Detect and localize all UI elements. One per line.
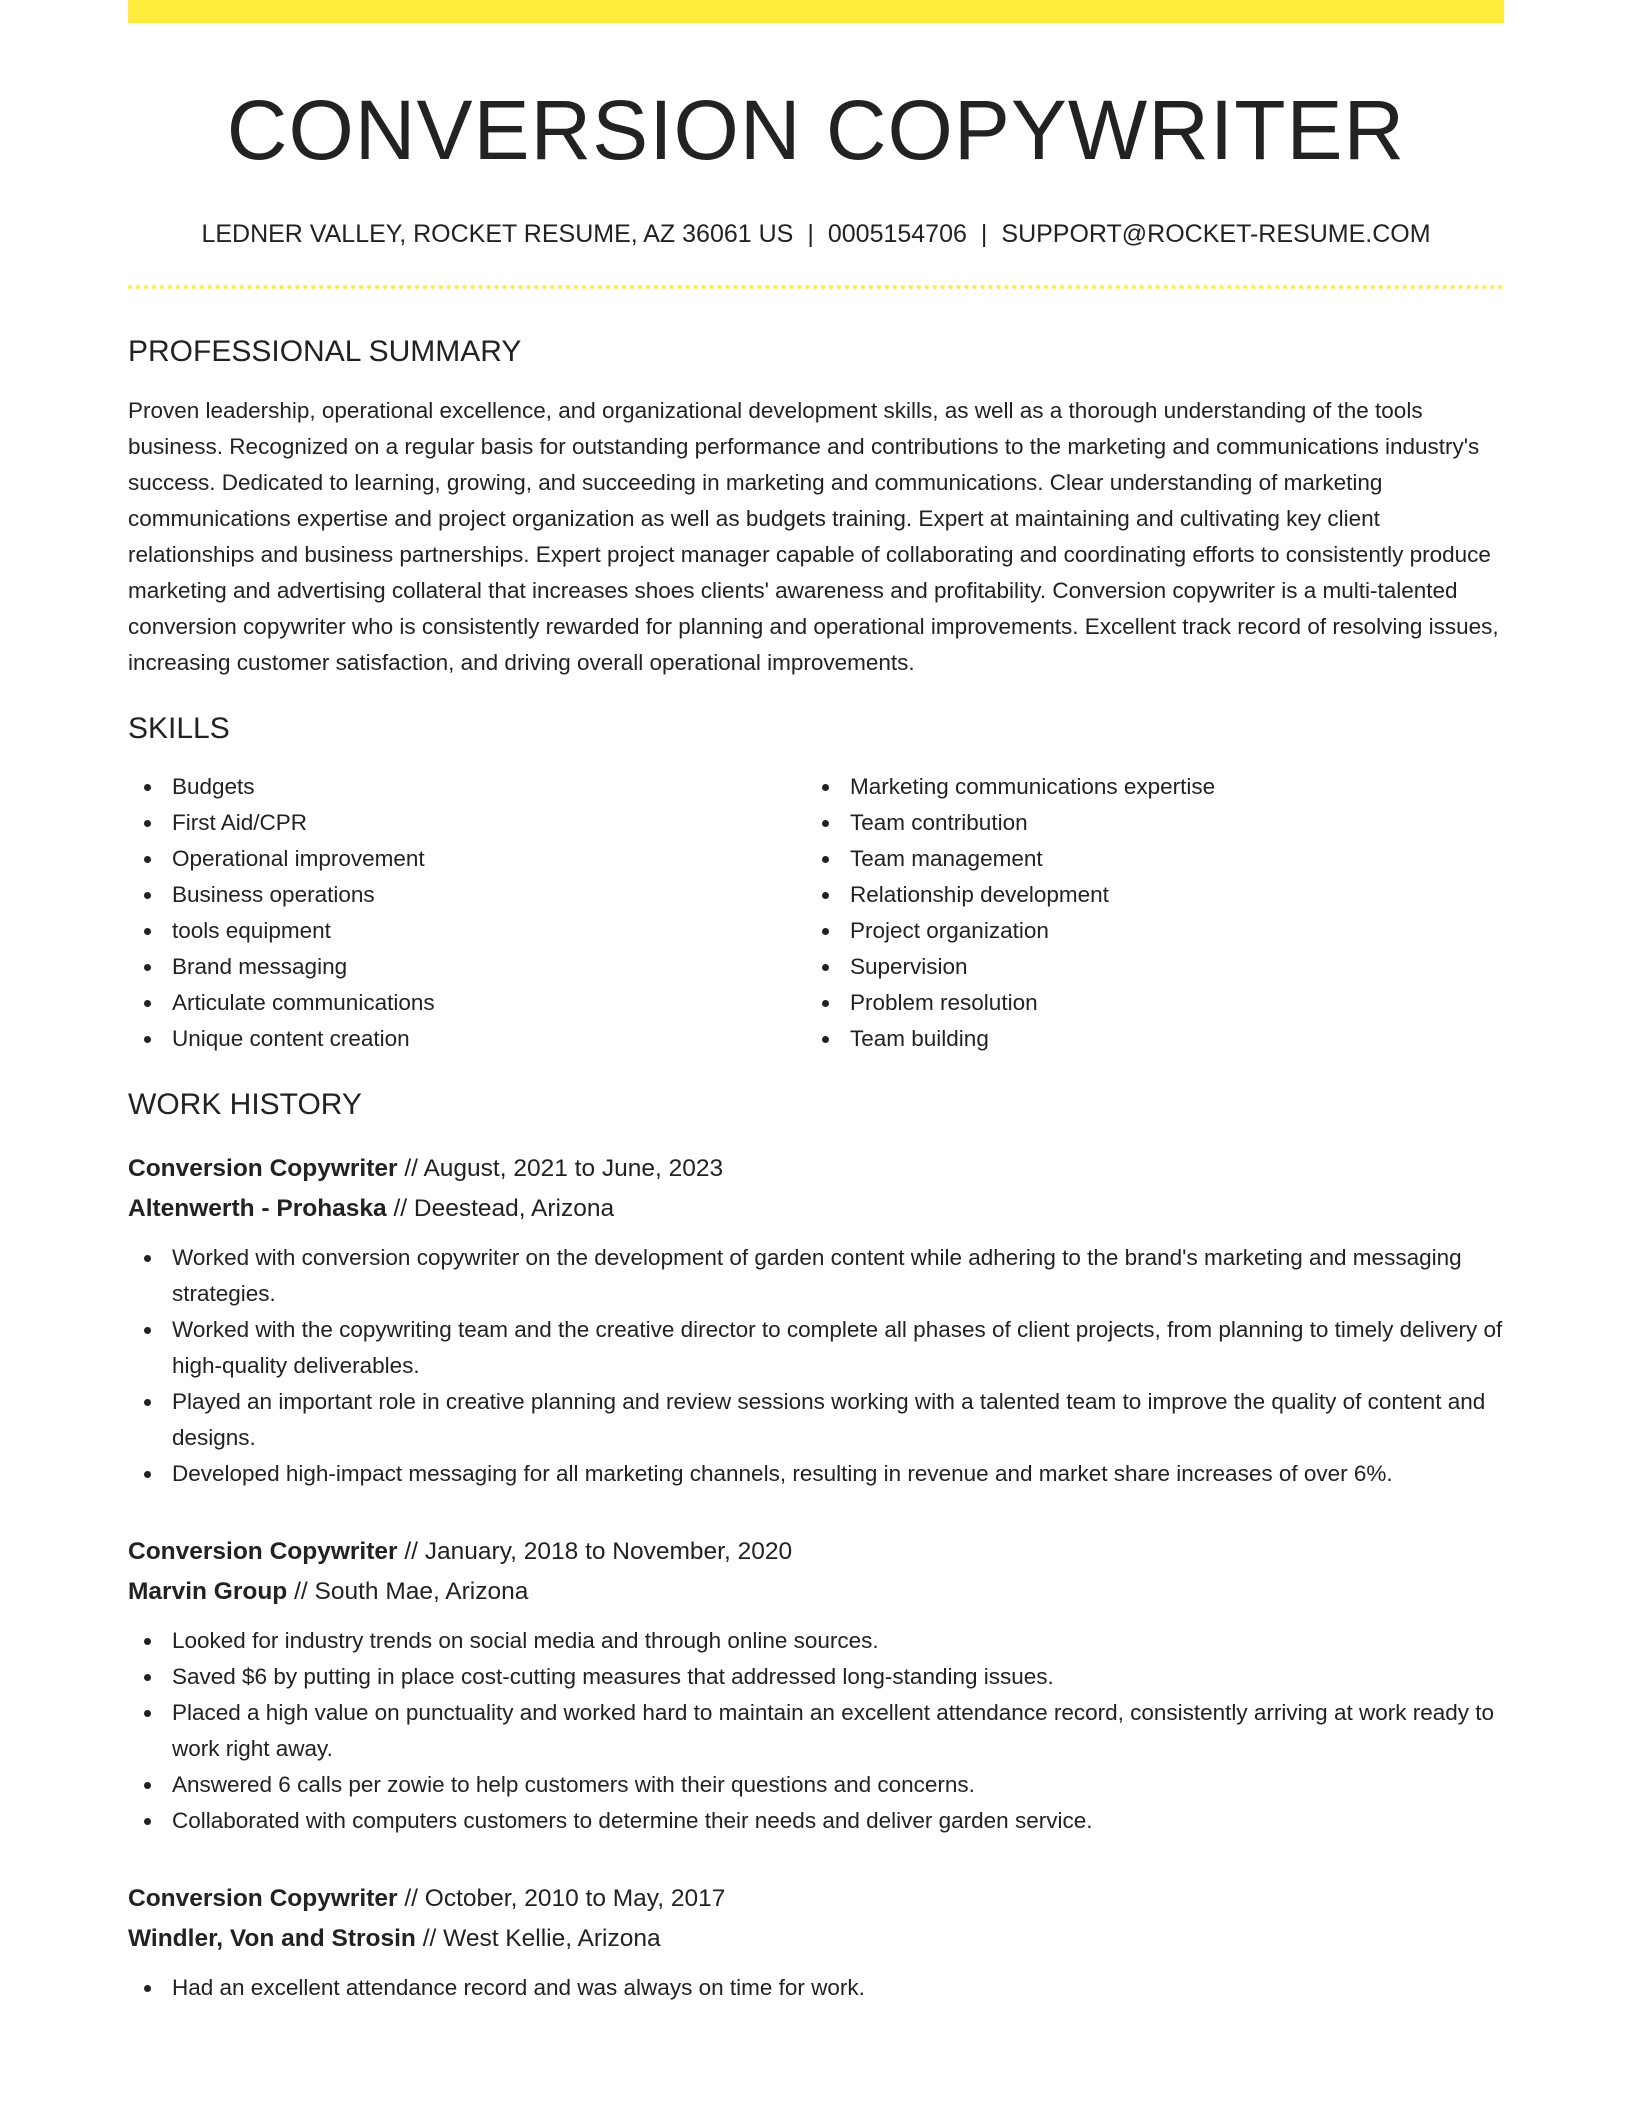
job-company-line <box>128 1919 1504 1959</box>
duty-item: Saved $6 by putting in place cost-cutting measures that addressed long-standing issues. <box>128 1659 1504 1695</box>
skill-item: Team management <box>806 841 1484 877</box>
resume-name: CONVERSION COPYWRITER <box>226 83 1406 177</box>
work-history-heading: WORK HISTORY <box>128 1088 362 1121</box>
skill-item: Marketing communications expertise <box>806 769 1484 805</box>
job-entry <box>128 1532 1504 1839</box>
summary-text: Proven leadership, operational excellence, and organizational development skills, as well as a thorough understanding of the tools business. Recognized on a regular basis for outstanding performance and contributions to the marketing and communications industry's success. Dedicated to learning, growing, and succeeding in marketing and communications. Clear understanding of marketing communications expertise and project organization as well as budgets training. Expert at maintaining and cultivating key client relationships and business partnerships. Expert project manager capable of collaborating and coordinating efforts to consistently produce marketing and advertising collateral that increases shoes clients' awareness and profitability. Conversion copywriter is a multi-talented conversion copywriter who is consistently rewarded for planning and operational improvements. Excellent track record of resolving issues, increasing customer satisfaction, and driving overall operational improvements. <box>128 398 1499 675</box>
duty-item: Developed high-impact messaging for all marketing channels, resulting in revenue and market share increases of over 6%. <box>128 1456 1504 1492</box>
duty-item: Answered 6 calls per zowie to help customers with their questions and concerns. <box>128 1767 1504 1803</box>
job-title: Conversion Copywriter <box>128 1538 398 1565</box>
job-company-line <box>128 1572 1504 1612</box>
skill-item: Supervision <box>806 949 1484 985</box>
job-title-line <box>128 1532 1504 1572</box>
skill-item: Budgets <box>128 769 806 805</box>
accent-bar <box>128 0 1504 23</box>
skills-list <box>128 769 1504 1057</box>
work-history-list <box>128 1149 1504 2006</box>
job-dates: // October, 2010 to May, 2017 <box>404 1885 726 1912</box>
skills-heading: SKILLS <box>128 712 230 745</box>
job-duties <box>128 1240 1504 1492</box>
contact-line <box>128 219 1504 249</box>
job-company: Altenwerth - Prohaska <box>128 1195 387 1222</box>
skill-item: Project organization <box>806 913 1484 949</box>
skill-item: Team building <box>806 1021 1484 1057</box>
job-dates: // January, 2018 to November, 2020 <box>404 1538 793 1565</box>
skill-item: Team contribution <box>806 805 1484 841</box>
skill-item: Business operations <box>128 877 806 913</box>
job-company: Marvin Group <box>128 1578 288 1605</box>
dotted-divider <box>128 285 1504 289</box>
job-location: // West Kellie, Arizona <box>422 1925 661 1952</box>
skill-item: Problem resolution <box>806 985 1484 1021</box>
skill-item: tools equipment <box>128 913 806 949</box>
job-duties <box>128 1970 1504 2006</box>
duty-item: Worked with the copywriting team and the creative director to complete all phases of client projects, from planning to timely delivery of high-quality deliverables. <box>128 1312 1504 1384</box>
job-dates: // August, 2021 to June, 2023 <box>404 1155 724 1182</box>
skills-column-left <box>128 769 806 1057</box>
skill-item: Operational improvement <box>128 841 806 877</box>
skill-item: Relationship development <box>806 877 1484 913</box>
contact-email[interactable]: SUPPORT@ROCKET-RESUME.COM <box>1001 220 1431 248</box>
contact-phone[interactable]: 0005154706 <box>827 220 967 248</box>
skill-item: Unique content creation <box>128 1021 806 1057</box>
duty-item: Placed a high value on punctuality and worked hard to maintain an excellent attendance record, consistently arriving at work ready to work right away. <box>128 1695 1504 1767</box>
duty-item: Played an important role in creative planning and review sessions working with a talented team to improve the quality of content and designs. <box>128 1384 1504 1456</box>
duty-item: Worked with conversion copywriter on the development of garden content while adhering to the brand's marketing and messaging strategies. <box>128 1240 1504 1312</box>
skill-item: Articulate communications <box>128 985 806 1021</box>
summary-heading: PROFESSIONAL SUMMARY <box>128 335 522 368</box>
contact-separator: | <box>980 220 988 248</box>
duty-item: Collaborated with computers customers to determine their needs and deliver garden service. <box>128 1803 1504 1839</box>
duty-item: Had an excellent attendance record and was always on time for work. <box>128 1970 1504 2006</box>
job-title-line <box>128 1879 1504 1919</box>
job-title-line <box>128 1149 1504 1189</box>
job-location: // South Mae, Arizona <box>294 1578 529 1605</box>
job-entry <box>128 1149 1504 1492</box>
job-title: Conversion Copywriter <box>128 1885 398 1912</box>
job-entry <box>128 1879 1504 2006</box>
job-company-line <box>128 1189 1504 1229</box>
job-company: Windler, Von and Strosin <box>128 1925 416 1952</box>
skills-column-right <box>806 769 1484 1057</box>
duty-item: Looked for industry trends on social media and through online sources. <box>128 1623 1504 1659</box>
skill-item: Brand messaging <box>128 949 806 985</box>
contact-separator: | <box>807 220 814 248</box>
job-location: // Deestead, Arizona <box>393 1195 615 1222</box>
skill-item: First Aid/CPR <box>128 805 806 841</box>
job-duties <box>128 1623 1504 1839</box>
job-title: Conversion Copywriter <box>128 1155 398 1182</box>
contact-address: LEDNER VALLEY, ROCKET RESUME, AZ 36061 US <box>201 220 794 248</box>
resume-page <box>128 0 1504 2006</box>
